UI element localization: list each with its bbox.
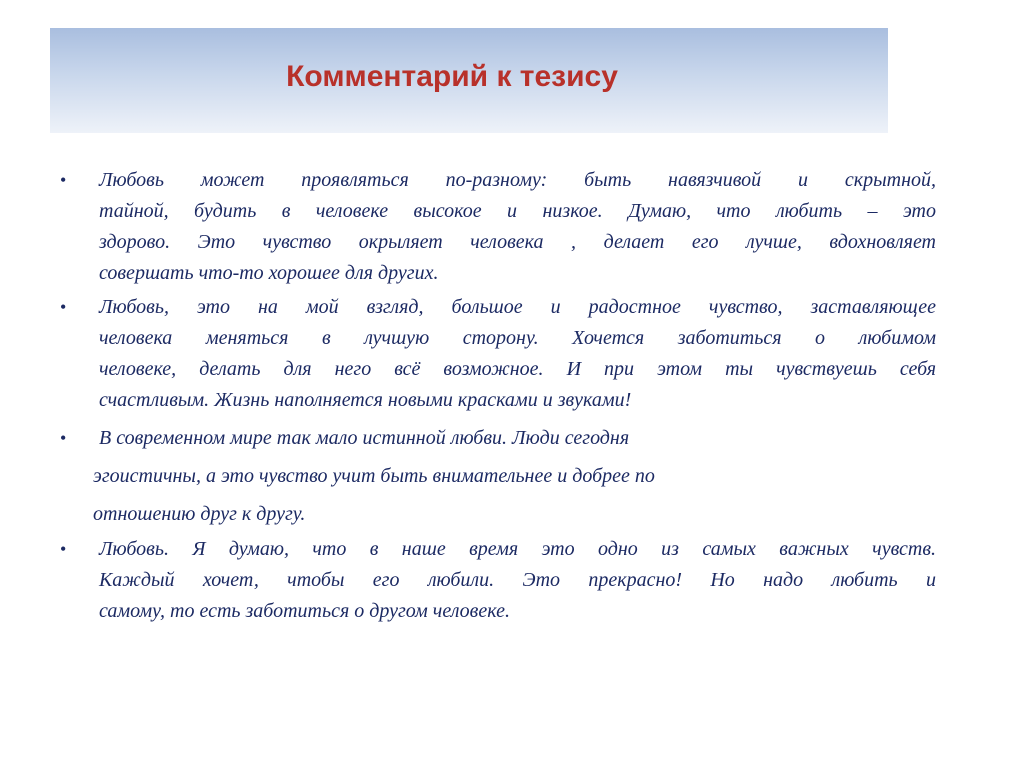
text-line: счастливым. Жизнь наполняется новыми красками и звуками! xyxy=(99,389,632,411)
text-line: Каждый хочет, чтобы его любили. Это прекрасно! Но надо любить и xyxy=(99,569,936,591)
text-line: отношению друг к другу. xyxy=(93,503,306,525)
text-line: В современном мире так мало истинной любви. Люди сегодня xyxy=(99,427,630,449)
bullet-dot-icon: • xyxy=(60,170,67,190)
text-line: человеке, делать для него всё возможное. И при этом ты чувствуешь себя xyxy=(99,358,936,380)
text-line: Любовь, это на мой взгляд, большое и радостное чувство, заставляющее xyxy=(99,296,936,318)
text-line: здорово. Это чувство окрыляет человека , делает его лучше, вдохновляет xyxy=(99,231,936,253)
bullet-dot-icon: • xyxy=(60,539,67,559)
text-line: Любовь. Я думаю, что в наше время это одно из самых важных чувств. xyxy=(99,538,936,560)
bullet-dot-icon: • xyxy=(60,297,67,317)
text-line: Любовь может проявляться по-разному: быть навязчивой и скрытной, xyxy=(99,169,936,191)
text-line: эгоистичны, а это чувство учит быть внимательнее и добрее по xyxy=(93,465,655,487)
text-line: человека меняться в лучшую сторону. Хочется заботиться о любимом xyxy=(99,327,936,349)
bullet-dot-icon: • xyxy=(60,428,67,448)
text-line: самому, то есть заботиться о другом человеке. xyxy=(99,600,510,622)
text-line: совершать что-то хорошее для других. xyxy=(99,262,439,284)
text-line: тайной, будить в человеке высокое и низкое. Думаю, что любить – это xyxy=(99,200,936,222)
slide-title: Комментарий к тезису xyxy=(286,60,618,93)
